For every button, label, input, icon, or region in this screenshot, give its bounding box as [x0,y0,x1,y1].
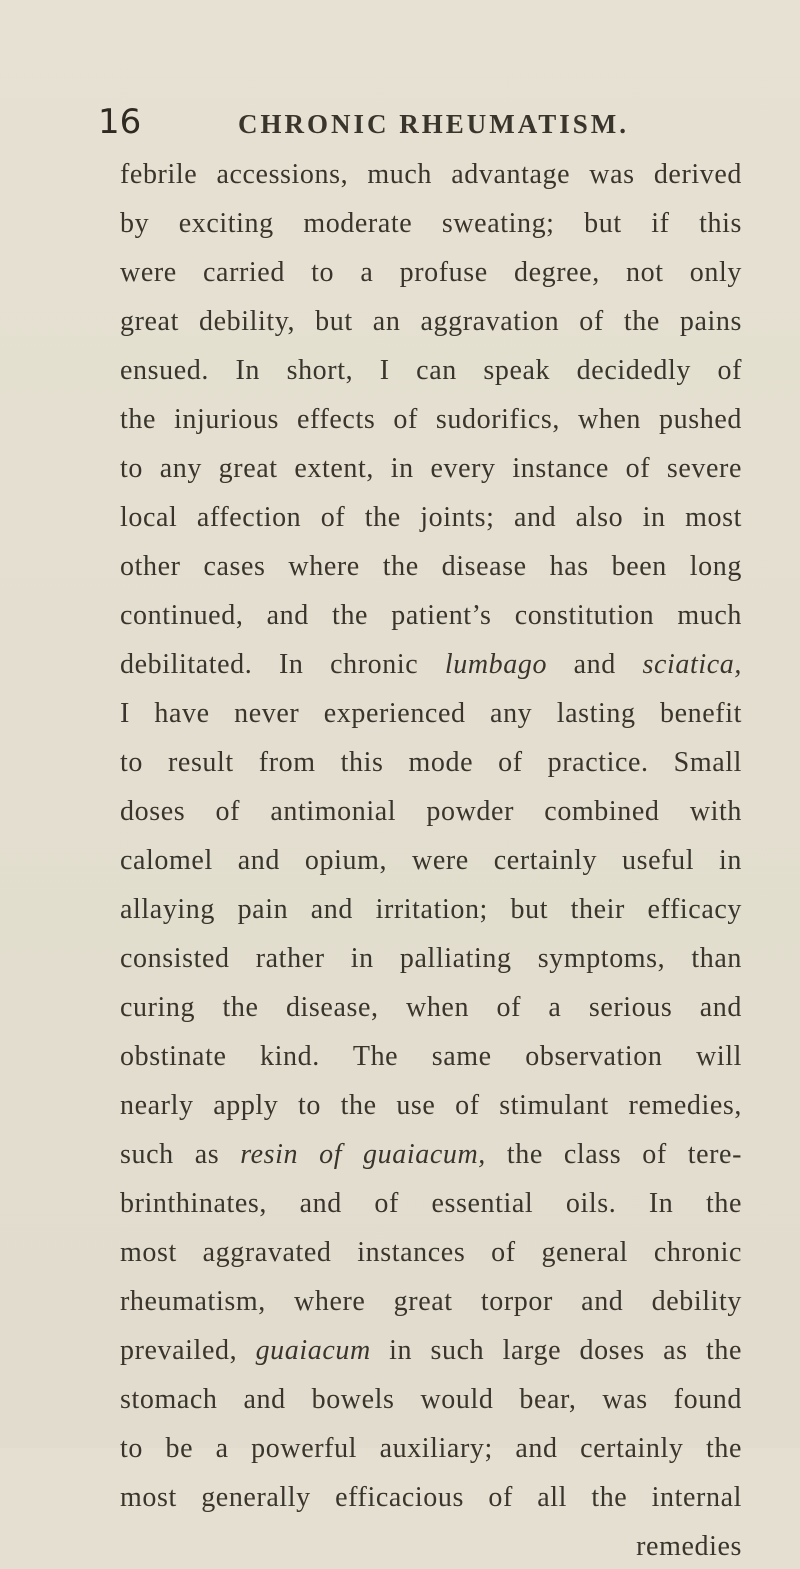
catchword: remedies [636,1531,742,1562]
text-line: consisted rather in palliating symptoms, than [120,943,742,974]
text-line: were carried to a profuse degree, not only [120,257,742,288]
text-line: great debility, but an aggravation of the pains [120,306,742,337]
text-line: febrile accessions, much advantage was derived [120,159,742,190]
text-line: to be a powerful auxiliary; and certainly the [120,1433,742,1464]
text-line: calomel and opium, were certainly useful in [120,845,742,876]
text-line: to result from this mode of practice. Small [120,747,742,778]
text-line: most generally efficacious of all the internal [120,1482,742,1513]
text-line: most aggravated instances of general chronic [120,1237,742,1268]
text-line: obstinate kind. The same observation will [120,1041,742,1072]
text-line: prevailed, guaiacum in such large doses as the [120,1335,742,1366]
text-line: brinthinates, and of essential oils. In the [120,1188,742,1219]
text-line: ensued. In short, I can speak decidedly of [120,355,742,386]
text-line: nearly apply to the use of stimulant remedies, [120,1090,742,1121]
text-line: the injurious effects of sudorifics, when pushed [120,404,742,435]
page-number: 16 [98,102,142,142]
text-line: by exciting moderate sweating; but if this [120,208,742,239]
running-head: CHRONIC RHEUMATISM. [238,109,630,139]
italic-term: sciatica, [642,649,742,680]
text-line: other cases where the disease has been long [120,551,742,582]
text-line: stomach and bowels would bear, was found [120,1384,742,1415]
text-line: such as resin of guaiacum, the class of tere- [120,1139,742,1170]
italic-term: resin of guaiacum, [240,1139,486,1170]
page-header [98,100,738,144]
text-line: to any great extent, in every instance of severe [120,453,742,484]
italic-term: guaiacum [255,1335,371,1366]
text-line: continued, and the patient’s constitution much [120,600,742,631]
text-line: allaying pain and irritation; but their efficacy [120,894,742,925]
text-line: rheumatism, where great torpor and debility [120,1286,742,1317]
text-line: curing the disease, when of a serious and [120,992,742,1023]
italic-term: lumbago [444,649,548,680]
text-line: doses of antimonial powder combined with [120,796,742,827]
text-line: debilitated. In chronic lumbago and sciatica, [120,649,742,680]
text-line: local affection of the joints; and also in most [120,502,742,533]
text-line: I have never experienced any lasting benefit [120,698,742,729]
